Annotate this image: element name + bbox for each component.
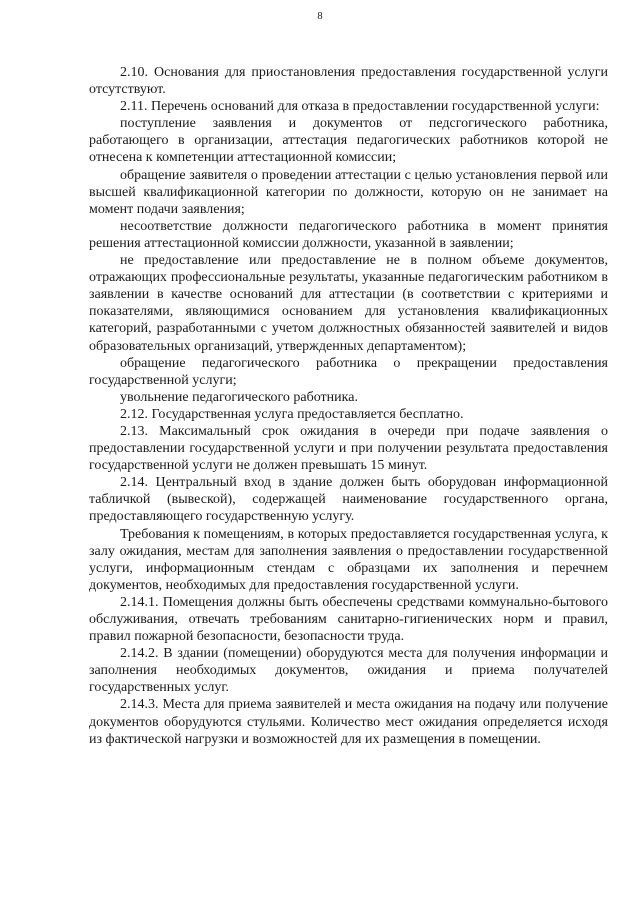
paragraph-2-10: 2.10. Основания для приостановления предоставления государственной услуги отсутствуют. — [89, 65, 608, 98]
paragraph-2-12: 2.12. Государственная услуга предоставляется бесплатно. — [120, 406, 464, 422]
paragraph-2-11: 2.11. Перечень оснований для отказа в предоставлении государственной услуги: — [120, 99, 600, 115]
paragraph-2-14-2: 2.14.2. В здании (помещении) оборудуются места для получения информации и заполнения необходимых документов, ожидания и приема получателей государственных услуг. — [89, 646, 608, 696]
refusal-ground-1: поступление заявления и документов от педсгогического работника, работающего в организации, аттестация педагогических работников которой не отнесена к компетенции аттестационной комиссии; — [89, 116, 608, 166]
refusal-ground-6: увольнение педагогического работника. — [120, 389, 358, 405]
document-body — [89, 64, 608, 748]
refusal-ground-3: несоответствие должности педагогического работника в момент принятия решения аттестационной комиссии должности, указанной в заявлении; — [89, 218, 608, 251]
refusal-ground-2: обращение заявителя о проведении аттестации с целью установления первой или высшей квалификационной категории по должности, которую он не занимает на момент подачи заявления; — [89, 167, 608, 217]
page-number: 8 — [317, 11, 323, 22]
paragraph-2-13: 2.13. Максимальный срок ожидания в очереди при подаче заявления о предоставлении государственной услуги и при получении результата предоставления государственной услуги не должен превышать 15 минут. — [89, 423, 608, 474]
premises-requirements: Требования к помещениям, в которых предоставляется государственная услуга, к залу ожидания, местам для заполнения заявления о предоставлении государственной услуги, информационным стендам с образцами их заполнения и перечнем документов, необходимых для предоставления государственной услуги. — [89, 526, 608, 593]
refusal-ground-5: обращение педагогического работника о прекращении предоставления государственной услуги; — [89, 355, 608, 388]
paragraph-2-14-3: 2.14.3. Места для приема заявителей и места ожидания на подачу или получение документов оборудуются стульями. Количество мест ожидания определяется исходя из фактической нагрузки и возможностей для их размещения в помещении. — [89, 697, 608, 747]
paragraph-2-14: 2.14. Центральный вход в здание должен быть оборудован информационной табличкой (вывеской), содержащей наименование государственного органа, предоставляющего государственную услугу. — [89, 475, 608, 525]
refusal-ground-4: не предоставление или предоставление не в полном объеме документов, отражающих профессиональные результаты, указанные педагогическим работником в заявлении в качестве оснований для аттестации (в соответствии с критериями и показателями, являющимися основанием для установления квалификационных категорий, разработанными с учетом должностных обязанностей заявителей и видов образовательных организаций, утвержденных департаментом); — [89, 253, 608, 354]
paragraph-2-14-1: 2.14.1. Помещения должны быть обеспечены средствами коммунально-бытового обслуживания, отвечать требованиям санитарно-гигиенических норм и правил, правил пожарной безопасности, безопасности труда. — [89, 594, 608, 645]
